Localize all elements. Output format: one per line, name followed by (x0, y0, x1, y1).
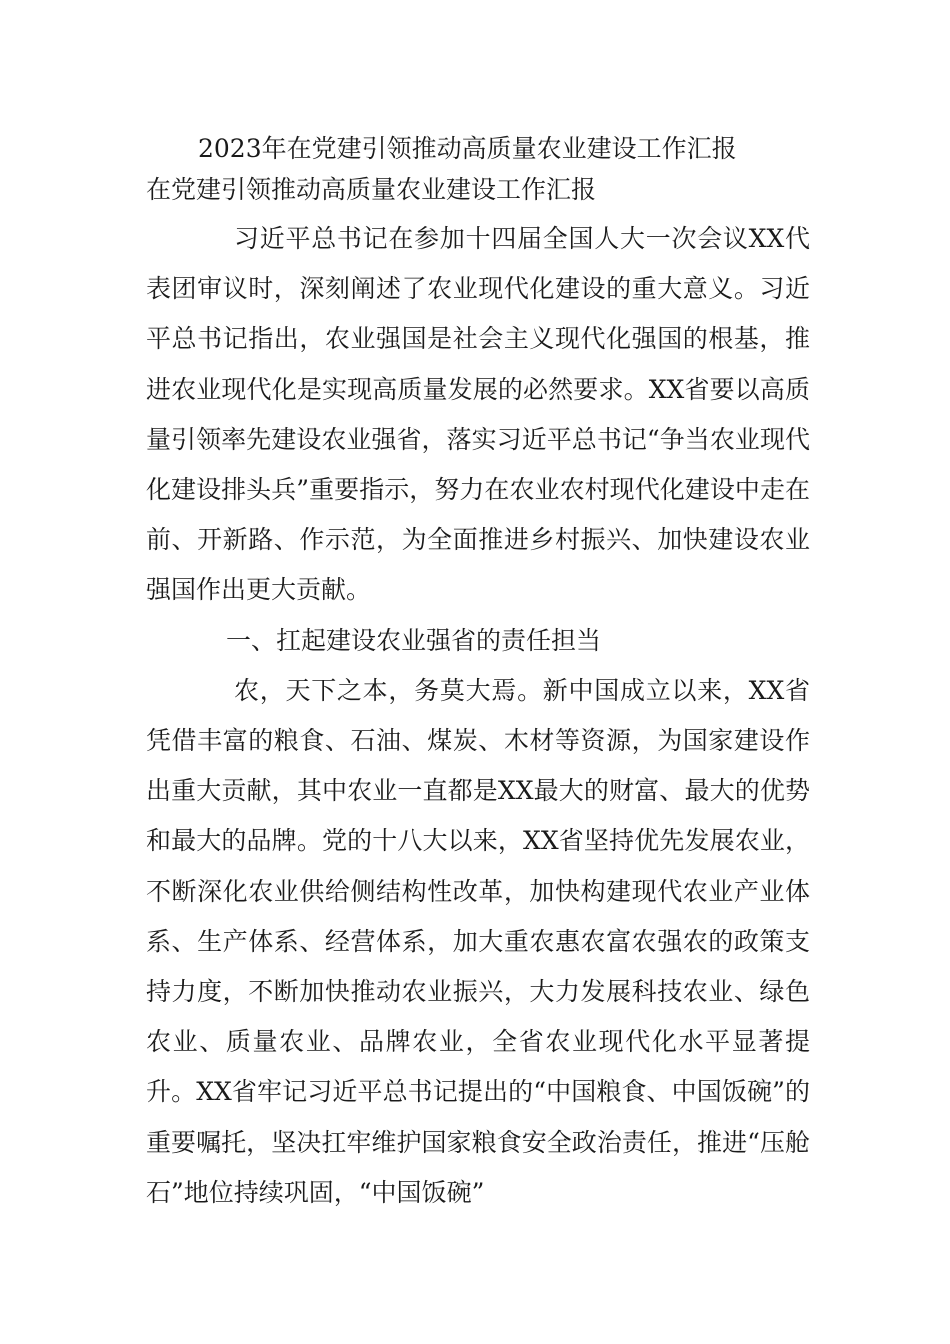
section-heading-1: 一、扛起建设农业强省的责任担当 (226, 625, 602, 655)
document-title: 2023年在党建引领推动高质量农业建设工作汇报 (198, 134, 737, 163)
section-1-paragraph: 农，天下之本，务莫大焉。新中国成立以来，XX省凭借丰富的粮食、石油、煤炭、木材等资源，为国家建设作出重大贡献，其中农业一直都是XX最大的财富、最大的优势和最大的品牌。党的十八大以来，XX省坚持优先发展农业，不断深化农业供给侧结构性改革，加快构建现代农业产业体系、生产体系、经营体系，加大重农惠农富农强农的政策支持力度，不断加快推动农业振兴，大力发展科技农业、绿色农业、质量农业、品牌农业，全省农业现代化水平显著提升。XX省牢记习近平总书记提出的“中国粮食、中国饭碗”的重要嘱托，坚决扛牢维护国家粮食安全政治责任，推进“压舱石”地位持续巩固，“中国饭碗” (146, 675, 810, 1207)
intro-paragraph: 习近平总书记在参加十四届全国人大一次会议XX代表团审议时，深刻阐述了农业现代化建设的重大意义。习近平总书记指出，农业强国是社会主义现代化强国的根基，推进农业现代化是实现高质量发展的必然要求。XX省要以高质量引领率先建设农业强省，落实习近平总书记“争当农业现代化建设排头兵”重要指示，努力在农业农村现代化建设中走在前、开新路、作示范，为全面推进乡村振兴、加快建设农业强国作出更大贡献。 (146, 224, 810, 605)
document-subtitle: 在党建引领推动高质量农业建设工作汇报 (146, 175, 597, 204)
document-body (146, 128, 810, 1218)
